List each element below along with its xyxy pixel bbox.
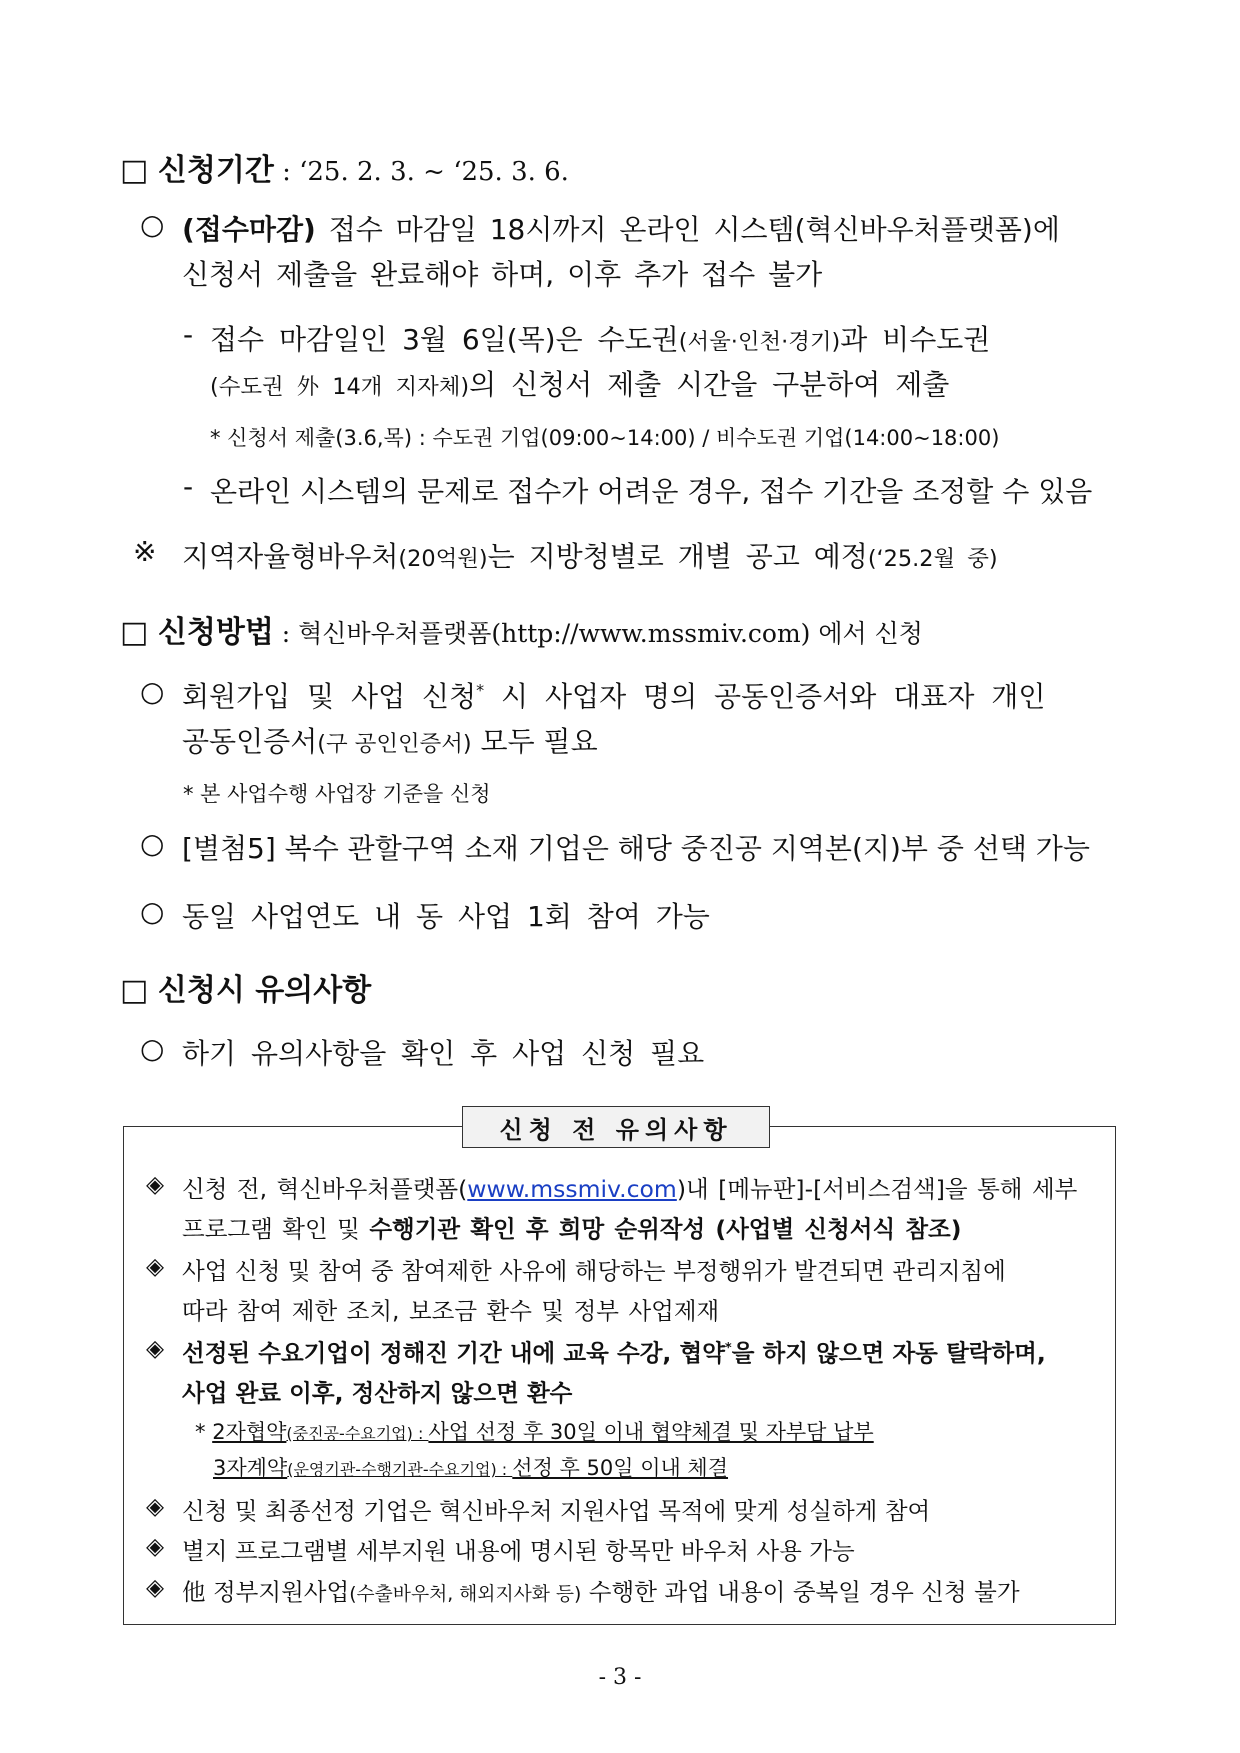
reference-text-a: 지역자율형바우처 — [182, 540, 399, 573]
reference-note-1 — [182, 535, 998, 575]
bullet-2-3-mark: ○ — [140, 895, 165, 928]
notice-item-3-line1 — [182, 1334, 1046, 1368]
notice-item-6-text-a: 他 정부지원사업 — [182, 1578, 350, 1606]
bullet-2-1-text-a: 회원가입 및 사업 신청 — [182, 680, 477, 713]
section-2-value: : 혁신바우처플랫폼(http://www.mssmiv.com) 에서 신청 — [273, 619, 923, 648]
bullet-1-1-text1: 접수 마감일 18시까지 온라인 시스템(혁신바우처플랫폼)에 — [315, 213, 1060, 246]
diamond-bullet-icon: ◈ — [146, 1334, 165, 1362]
dash-1-1-line1 — [210, 318, 990, 358]
note-2-1: * 본 사업수행 사업장 기준을 신청 — [183, 782, 491, 806]
reference-text-b: 는 지방청별로 개별 공고 예정 — [487, 540, 868, 573]
notice-note-a-label: 2자협약 — [212, 1420, 287, 1444]
checkbox-square-icon: □ — [120, 153, 149, 188]
notice-item-5: 별지 프로그램별 세부지원 내용에 명시된 항목만 바우처 사용 가능 — [182, 1537, 855, 1565]
dash-1-2-mark: - — [183, 470, 194, 503]
notice-item-6-small: (수출바우처, 해외지사화 등) — [349, 1584, 582, 1605]
bullet-2-1-text-b: 시 사업자 명의 공동인증서와 대표자 개인 — [484, 680, 1046, 713]
section-2-title: 신청방법 — [157, 615, 274, 650]
bullet-2-2-text: [별첨5] 복수 관할구역 소재 기업은 해당 중진공 지역본(지)부 중 선택 가능 — [182, 832, 1090, 865]
bullet-2-1-text-d: 모두 필요 — [471, 725, 598, 758]
diamond-bullet-icon: ◈ — [146, 1252, 165, 1280]
note-1-1: * 신청서 제출(3.6,목) : 수도권 기업(09:00~14:00) / 비수도권 기업(14:00~18:00) — [210, 426, 1000, 450]
notice-item-3-text-b: 을 하지 않으면 자동 탈락하며, — [731, 1339, 1046, 1367]
notice-item-3-line2: 사업 완료 이후, 정산하지 않으면 환수 — [182, 1379, 573, 1407]
bullet-2-3-text: 동일 사업연도 내 동 사업 1회 참여 가능 — [182, 900, 710, 933]
section-1-value: : ‘25. 2. 3. ~ ‘25. 3. 6. — [273, 157, 569, 187]
section-1-heading — [120, 145, 569, 189]
notice-note-b-small: (운영기관-수행기관-수요기업) : — [287, 1460, 513, 1479]
bullet-1-1-line2: 신청서 제출을 완료해야 하며, 이후 추가 접수 불가 — [182, 258, 823, 291]
bullet-2-2-mark: ○ — [140, 827, 165, 860]
section-2-heading — [120, 607, 923, 651]
dash-1-1-text-a: 접수 마감일인 3월 6일(목)은 수도권 — [210, 323, 679, 356]
notice-note-a — [195, 1416, 874, 1446]
notice-item-3-sup: * — [724, 1341, 732, 1357]
notice-note-b — [213, 1452, 728, 1482]
notice-note-a-small: (중진공-수요기업) : — [286, 1424, 429, 1443]
dash-1-1-text-b: 과 비수도권 — [840, 323, 991, 356]
notice-note-a-text: 사업 선정 후 30일 이내 협약체결 및 자부담 납부 — [428, 1420, 874, 1444]
bullet-1-1-mark: ○ — [140, 208, 165, 241]
checkbox-square-icon: □ — [120, 973, 149, 1008]
bullet-1-1-lead: (접수마감) — [182, 213, 316, 246]
section-3-title: 신청시 유의사항 — [157, 973, 372, 1008]
diamond-bullet-icon: ◈ — [146, 1573, 165, 1601]
notice-item-2-line1: 사업 신청 및 참여 중 참여제한 사유에 해당하는 부정행위가 발견되면 관리지침에 — [182, 1257, 1006, 1285]
bullet-3-1-mark: ○ — [140, 1032, 165, 1065]
dash-1-1-mark: - — [183, 318, 194, 351]
notice-item-3-text-a: 선정된 수요기업이 정해진 기간 내에 교육 수강, 협약 — [182, 1339, 725, 1367]
notice-item-1-text-a: 신청 전, 혁신바우처플랫폼( — [182, 1175, 468, 1203]
mssmiv-link[interactable]: www.mssmiv.com — [467, 1175, 677, 1203]
notice-note-star: * — [195, 1420, 213, 1444]
bullet-2-1-sup: * — [476, 680, 485, 700]
notice-item-4: 신청 및 최종선정 기업은 혁신바우처 지원사업 목적에 맞게 성실하게 참여 — [182, 1497, 931, 1525]
checkbox-square-icon: □ — [120, 615, 149, 650]
notice-item-1-bold: 수행기관 확인 후 희망 순위작성 (사업별 신청서식 참조) — [369, 1215, 962, 1243]
notice-item-2-line2: 따라 참여 제한 조치, 보조금 환수 및 정부 사업제재 — [182, 1297, 720, 1325]
notice-note-b-label: 3자계약 — [213, 1456, 288, 1480]
section-1-title: 신청기간 — [157, 153, 274, 188]
diamond-bullet-icon: ◈ — [146, 1532, 165, 1560]
bullet-2-1-line2 — [182, 720, 598, 760]
bullet-2-1-mark: ○ — [140, 675, 165, 708]
notice-item-6-text-b: 수행한 과업 내용이 중복일 경우 신청 불가 — [581, 1578, 1020, 1606]
bullet-2-1-line1 — [182, 675, 1045, 715]
bullet-2-1-text-c: 공동인증서 — [182, 725, 318, 758]
diamond-bullet-icon: ◈ — [146, 1170, 165, 1198]
bullet-2-1-small: (구 공인인증서) — [317, 731, 472, 757]
notice-note-b-text: 선정 후 50일 이내 체결 — [512, 1456, 729, 1480]
dash-1-2-text: 온라인 시스템의 문제로 접수가 어려운 경우, 접수 기간을 조정할 수 있음 — [210, 475, 1093, 508]
dash-1-1-text-c: 의 신청서 제출 시간을 구분하여 제출 — [469, 368, 950, 401]
dash-1-1-line2 — [210, 363, 949, 403]
dash-1-1-small: (서울·인천·경기) — [678, 329, 841, 355]
dash-1-1-small2: (수도권 外 14개 지자체) — [210, 374, 470, 400]
diamond-bullet-icon: ◈ — [146, 1492, 165, 1520]
notice-item-1-line1 — [182, 1170, 1077, 1204]
section-3-heading — [120, 965, 371, 1009]
bullet-1-1-line1 — [182, 208, 1060, 248]
bullet-3-1-text: 하기 유의사항을 확인 후 사업 신청 필요 — [182, 1037, 705, 1070]
notice-box-title: 신청 전 유의사항 — [462, 1106, 770, 1148]
notice-item-1-line2 — [182, 1210, 962, 1244]
notice-item-1-text-b: )내 [메뉴판]-[서비스검색]을 통해 세부 — [676, 1175, 1078, 1203]
page-number: - 3 - — [598, 1665, 642, 1690]
notice-item-1-text-c: 프로그램 확인 및 — [182, 1215, 370, 1243]
reference-small2: (‘25.2월 중) — [867, 546, 998, 572]
reference-small: (20억원) — [398, 546, 488, 572]
notice-item-6 — [182, 1573, 1020, 1607]
reference-mark-icon: ※ — [133, 535, 157, 568]
